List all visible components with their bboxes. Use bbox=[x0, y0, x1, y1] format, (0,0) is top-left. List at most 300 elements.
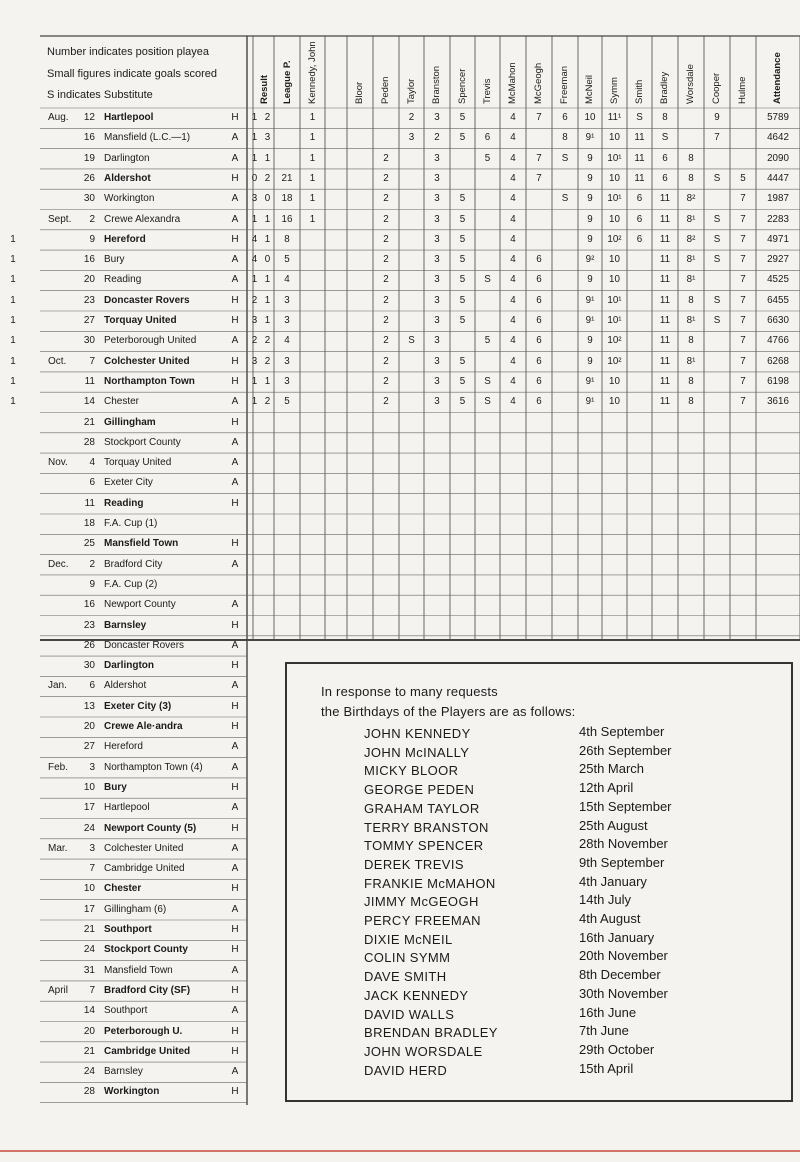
fixture-opponent: Bradford City (SF) bbox=[104, 984, 191, 996]
birthday-date: 26th September bbox=[579, 742, 672, 758]
birthday-player-name: JACK KENNEDY bbox=[364, 987, 469, 1003]
column-header: Taylor bbox=[405, 78, 417, 104]
player-cell: 8 bbox=[688, 335, 694, 347]
player-cell: S bbox=[484, 375, 491, 387]
player-cell: 5 bbox=[459, 132, 466, 144]
player-cell: 2 bbox=[383, 274, 389, 286]
column-header: Worsdale bbox=[685, 64, 696, 104]
result-home-score: 1 bbox=[251, 132, 258, 144]
fixture-venue: A bbox=[231, 193, 239, 205]
player-cell: 6 bbox=[636, 193, 643, 205]
player-cell: 11 bbox=[659, 294, 671, 306]
fixture-opponent: Exeter City (3) bbox=[104, 700, 172, 712]
birthdays-intro-line-2: the Birthdays of the Players are as follows: bbox=[321, 704, 576, 719]
player-cell: 11 bbox=[659, 355, 671, 367]
result-away-score: 3 bbox=[264, 132, 271, 144]
fixture-day: 11 bbox=[84, 497, 95, 509]
fixture-venue: A bbox=[231, 335, 239, 347]
player-cell: 3 bbox=[434, 396, 440, 408]
player-cell: 3 bbox=[408, 132, 415, 144]
player-cell: 3 bbox=[434, 112, 440, 123]
player-cell: 11 bbox=[659, 274, 671, 286]
attendance-value: 5789 bbox=[767, 112, 789, 123]
player-cell: 5 bbox=[459, 233, 466, 245]
fixture-opponent: Aldershot bbox=[104, 680, 147, 692]
attendance-value: 2283 bbox=[767, 213, 789, 225]
result-home-score: 0 bbox=[251, 172, 258, 184]
player-cell: S bbox=[408, 335, 415, 347]
birthdays-box bbox=[285, 662, 793, 1102]
fixture-venue: H bbox=[231, 375, 239, 387]
column-header: Smith bbox=[633, 79, 645, 104]
fixture-day: 7 bbox=[89, 984, 95, 996]
column-header: Attendance bbox=[772, 52, 783, 104]
fixture-venue: H bbox=[231, 984, 239, 996]
fixture-day: 25 bbox=[83, 538, 95, 550]
player-cell: 6 bbox=[536, 375, 542, 387]
fixture-opponent: Northampton Town bbox=[104, 375, 195, 387]
player-cell: 8¹ bbox=[686, 254, 696, 266]
player-cell: 6 bbox=[536, 315, 542, 326]
result-away-score: 1 bbox=[264, 375, 271, 387]
player-cell: 1 bbox=[10, 375, 16, 387]
player-cell: 10¹ bbox=[607, 315, 622, 326]
player-cell: 9 bbox=[587, 274, 593, 286]
fixture-opponent: Chester bbox=[104, 883, 142, 895]
fixture-opponent: Reading bbox=[104, 274, 142, 286]
fixture-day: 21 bbox=[83, 924, 95, 935]
fixture-day: 23 bbox=[83, 619, 95, 631]
player-cell: 9 bbox=[587, 355, 593, 367]
player-cell: 2 bbox=[383, 193, 389, 205]
player-cell: 4 bbox=[510, 375, 516, 387]
fixture-venue: H bbox=[231, 233, 239, 245]
column-header: League P. bbox=[282, 60, 293, 104]
fixture-venue: A bbox=[231, 558, 239, 570]
bottom-edge-mark bbox=[0, 1150, 800, 1152]
legend-line-2: Small figures indicate goals scored bbox=[47, 68, 217, 80]
player-cell: 5 bbox=[459, 375, 466, 387]
player-cell: 4 bbox=[510, 152, 516, 164]
fixture-day: 12 bbox=[83, 112, 95, 123]
player-cell: S bbox=[484, 396, 491, 408]
player-cell: 4 bbox=[510, 294, 516, 306]
league-position: 18 bbox=[281, 193, 293, 205]
fixture-venue: A bbox=[231, 477, 239, 489]
player-cell: 9¹ bbox=[585, 315, 595, 326]
birthday-date: 15th September bbox=[579, 798, 672, 814]
player-cell: 2 bbox=[408, 112, 415, 123]
fixture-opponent: Cambridge United bbox=[104, 863, 185, 875]
player-cell: 2 bbox=[383, 375, 389, 387]
player-cell: 6 bbox=[536, 294, 542, 306]
column-header: Kennedy, John bbox=[306, 41, 318, 104]
player-cell: 11 bbox=[659, 335, 671, 347]
column-header: Trevis bbox=[481, 78, 493, 104]
fixture-venue: A bbox=[231, 761, 239, 773]
fixture-venue: A bbox=[231, 152, 239, 164]
player-cell: 10 bbox=[584, 112, 596, 123]
result-home-score: 2 bbox=[251, 294, 258, 306]
birthday-player-name: GEORGE PEDEN bbox=[364, 782, 475, 798]
player-cell: 8 bbox=[688, 152, 694, 164]
player-cell: 11 bbox=[659, 233, 671, 245]
result-home-score: 1 bbox=[251, 152, 258, 164]
league-position: 21 bbox=[281, 172, 293, 184]
player-cell: 5 bbox=[459, 315, 466, 326]
result-home-score: 2 bbox=[251, 335, 258, 347]
fixture-day: 10 bbox=[83, 883, 95, 895]
birthday-player-name: BRENDAN BRADLEY bbox=[364, 1025, 498, 1041]
fixture-day: 30 bbox=[83, 193, 95, 205]
player-cell: 10¹ bbox=[607, 193, 622, 205]
fixture-day: 4 bbox=[89, 457, 95, 469]
player-cell: 5 bbox=[459, 193, 466, 205]
fixture-venue: A bbox=[231, 274, 239, 286]
birthday-date: 16th January bbox=[579, 929, 655, 945]
fixture-month: Feb. bbox=[48, 761, 69, 773]
fixture-day: 18 bbox=[83, 518, 95, 529]
player-cell: 5 bbox=[459, 355, 466, 367]
fixture-opponent: Northampton Town (4) bbox=[104, 761, 203, 773]
fixture-day: 6 bbox=[89, 680, 95, 692]
birthdays-intro-line-1: In response to many requests bbox=[321, 684, 498, 699]
league-position: 3 bbox=[284, 315, 290, 326]
league-position: 8 bbox=[284, 233, 290, 245]
player-cell: 8¹ bbox=[686, 315, 696, 326]
player-cell: 10¹ bbox=[607, 152, 622, 164]
player-cell: 1 bbox=[309, 112, 316, 123]
attendance-value: 4971 bbox=[767, 233, 789, 245]
fixture-day: 13 bbox=[83, 700, 95, 712]
result-away-score: 1 bbox=[264, 315, 271, 326]
fixture-day: 26 bbox=[83, 172, 95, 184]
player-cell: 6 bbox=[562, 112, 568, 123]
column-header: Result bbox=[259, 74, 270, 104]
fixture-opponent: Hereford bbox=[104, 741, 143, 753]
player-cell: 10¹ bbox=[607, 294, 622, 306]
player-cell: 8 bbox=[688, 396, 694, 408]
fixture-opponent: Workington bbox=[104, 1086, 160, 1098]
birthday-player-name: DAVID WALLS bbox=[364, 1006, 455, 1022]
fixture-opponent: Barnsley bbox=[104, 619, 147, 631]
fixture-venue: H bbox=[231, 1086, 239, 1098]
player-cell: 3 bbox=[434, 315, 440, 326]
player-cell: S bbox=[713, 213, 721, 225]
player-cell: 6 bbox=[484, 132, 491, 144]
player-cell: 9¹ bbox=[585, 396, 595, 408]
player-cell: 2 bbox=[383, 152, 389, 164]
result-home-score: 1 bbox=[251, 396, 258, 408]
player-cell: 3 bbox=[434, 213, 440, 225]
player-cell: 11 bbox=[659, 193, 671, 205]
fixture-opponent: Colchester United bbox=[104, 355, 190, 367]
birthday-date: 12th April bbox=[579, 780, 634, 796]
player-cell: 2 bbox=[383, 315, 389, 326]
birthday-date: 8th December bbox=[579, 967, 661, 983]
fixture-day: 3 bbox=[89, 761, 95, 773]
player-cell: 3 bbox=[434, 355, 440, 367]
player-cell: 8 bbox=[688, 172, 694, 184]
fixture-opponent: Hartlepool bbox=[104, 802, 150, 814]
player-cell: 3 bbox=[434, 152, 440, 164]
birthday-date: 15th April bbox=[579, 1060, 634, 1076]
birthday-date: 29th October bbox=[579, 1041, 655, 1057]
player-cell: 3 bbox=[434, 375, 440, 387]
fixture-opponent: Mansfield Town bbox=[104, 538, 179, 550]
fixture-day: 19 bbox=[83, 152, 95, 164]
result-away-score: 2 bbox=[264, 112, 271, 123]
fixture-day: 24 bbox=[83, 1066, 95, 1078]
fixture-day: 24 bbox=[83, 822, 95, 834]
player-cell: 9 bbox=[714, 112, 720, 123]
birthday-player-name: JIMMY McGEOGH bbox=[364, 894, 479, 910]
fixture-day: 3 bbox=[89, 842, 95, 854]
fixture-opponent: Peterborough U. bbox=[104, 1025, 183, 1037]
player-cell: 6 bbox=[662, 152, 668, 164]
birthday-player-name: JOHN WORSDALE bbox=[364, 1043, 483, 1059]
player-cell: 7 bbox=[740, 274, 746, 286]
fixture-venue: A bbox=[231, 802, 239, 814]
birthday-date: 14th July bbox=[579, 892, 632, 908]
fixture-month: Dec. bbox=[48, 558, 69, 570]
player-cell: 5 bbox=[459, 254, 466, 266]
player-cell: 9 bbox=[587, 335, 593, 347]
fixture-opponent: F.A. Cup (1) bbox=[104, 518, 158, 529]
fixture-opponent: Reading bbox=[104, 497, 144, 509]
fixture-day: 2 bbox=[89, 558, 95, 570]
fixture-opponent: Exeter City bbox=[104, 477, 153, 489]
fixture-day: 20 bbox=[83, 274, 95, 286]
player-cell: 9 bbox=[587, 152, 593, 164]
birthday-player-name: JOHN McINALLY bbox=[364, 744, 470, 760]
fixture-venue: H bbox=[231, 619, 239, 631]
birthday-player-name: GRAHAM TAYLOR bbox=[364, 800, 480, 816]
column-header: McMahon bbox=[507, 62, 518, 104]
fixture-venue: A bbox=[231, 396, 239, 408]
player-cell: 1 bbox=[309, 172, 316, 184]
player-cell: 1 bbox=[10, 233, 16, 245]
player-cell: S bbox=[661, 132, 669, 144]
player-cell: 4 bbox=[510, 254, 516, 266]
fixture-venue: H bbox=[231, 924, 239, 935]
birthday-date: 28th November bbox=[579, 836, 668, 852]
fixture-venue: H bbox=[231, 1045, 239, 1057]
player-cell: 9¹ bbox=[585, 294, 595, 306]
fixture-venue: H bbox=[231, 315, 239, 326]
player-cell: 2 bbox=[383, 335, 389, 347]
column-header: Hulme bbox=[737, 76, 748, 104]
player-cell: 7 bbox=[740, 335, 746, 347]
player-cell: 8¹ bbox=[686, 213, 696, 225]
player-cell: 9 bbox=[587, 172, 593, 184]
player-cell: 3 bbox=[434, 254, 440, 266]
player-cell: 4 bbox=[510, 335, 516, 347]
fixture-day: 16 bbox=[83, 254, 95, 266]
fixture-venue: H bbox=[231, 1025, 239, 1037]
result-home-score: 1 bbox=[251, 213, 258, 225]
player-cell: 7 bbox=[536, 172, 542, 184]
result-home-score: 1 bbox=[251, 274, 258, 286]
player-cell: 7 bbox=[740, 355, 746, 367]
player-cell: 7 bbox=[536, 112, 542, 123]
player-cell: 7 bbox=[740, 233, 746, 245]
birthday-date: 30th November bbox=[579, 985, 668, 1001]
player-cell: 10 bbox=[609, 396, 620, 408]
player-cell: 4 bbox=[510, 213, 516, 225]
fixture-day: 11 bbox=[84, 375, 95, 387]
fixture-day: 30 bbox=[83, 335, 95, 347]
player-cell: 10 bbox=[609, 172, 620, 184]
fixture-day: 31 bbox=[83, 964, 95, 976]
fixture-day: 9 bbox=[89, 233, 95, 245]
birthday-date: 4th September bbox=[579, 724, 665, 739]
fixture-month: Mar. bbox=[48, 842, 68, 854]
result-away-score: 0 bbox=[264, 254, 271, 266]
fixture-day: 21 bbox=[83, 1045, 95, 1057]
result-home-score: 1 bbox=[251, 375, 258, 387]
player-cell: 5 bbox=[459, 396, 466, 408]
fixture-day: 2 bbox=[89, 213, 95, 225]
player-cell: 3 bbox=[434, 335, 440, 347]
player-cell: 5 bbox=[459, 274, 466, 286]
player-cell: 10² bbox=[607, 233, 622, 245]
player-cell: 6 bbox=[536, 254, 542, 266]
fixture-venue: A bbox=[231, 1005, 239, 1017]
birthday-player-name: DAVE SMITH bbox=[364, 969, 447, 985]
result-away-score: 2 bbox=[264, 335, 271, 347]
column-header: Bloor bbox=[354, 81, 365, 104]
fixture-opponent: Workington bbox=[104, 193, 155, 205]
fixture-month: Jan. bbox=[48, 680, 67, 692]
legend-line-3: S indicates Substitute bbox=[47, 89, 153, 101]
player-cell: 1 bbox=[309, 193, 316, 205]
player-cell: 7 bbox=[740, 254, 746, 266]
birthday-player-name: TERRY BRANSTON bbox=[364, 819, 489, 835]
birthday-date: 20th November bbox=[579, 948, 668, 964]
player-cell: 6 bbox=[636, 233, 643, 245]
result-away-score: 2 bbox=[264, 172, 271, 184]
player-cell: S bbox=[713, 172, 721, 184]
player-cell: 5 bbox=[459, 294, 466, 306]
fixture-day: 16 bbox=[83, 599, 95, 611]
player-cell: 8² bbox=[686, 233, 696, 245]
fixture-venue: A bbox=[231, 599, 239, 611]
player-cell: 10² bbox=[607, 335, 622, 347]
result-away-score: 1 bbox=[264, 294, 271, 306]
fixture-venue: A bbox=[231, 842, 239, 854]
fixture-opponent: Gillingham (6) bbox=[104, 903, 167, 915]
player-cell: 1 bbox=[10, 396, 16, 408]
player-cell: 5 bbox=[484, 152, 491, 164]
player-cell: 8 bbox=[662, 112, 668, 123]
fixture-opponent: F.A. Cup (2) bbox=[104, 578, 158, 590]
column-header: Cooper bbox=[711, 72, 722, 104]
fixture-opponent: Doncaster Rovers bbox=[104, 639, 185, 651]
player-cell: 11 bbox=[659, 213, 671, 225]
birthday-player-name: JOHN KENNEDY bbox=[364, 726, 471, 741]
fixture-day: 14 bbox=[83, 1005, 95, 1017]
birthday-date: 25th August bbox=[579, 817, 648, 833]
player-cell: 6 bbox=[536, 355, 542, 367]
fixture-opponent: Mansfield (L.C.—1) bbox=[104, 132, 191, 144]
league-position: 16 bbox=[281, 213, 293, 225]
fixture-month: Aug. bbox=[48, 112, 69, 123]
fixture-day: 23 bbox=[83, 294, 95, 306]
fixture-opponent: Darlington bbox=[104, 152, 150, 164]
fixture-opponent: Chester bbox=[104, 396, 140, 408]
player-cell: 7 bbox=[740, 193, 746, 205]
fixture-opponent: Stockport County bbox=[104, 436, 181, 448]
player-cell: 6 bbox=[636, 213, 643, 225]
player-cell: 9 bbox=[587, 193, 593, 205]
result-home-score: 3 bbox=[251, 355, 258, 367]
attendance-value: 4525 bbox=[767, 274, 789, 286]
fixture-opponent: Newport County bbox=[104, 599, 176, 611]
fixture-day: 6 bbox=[89, 477, 95, 489]
player-cell: 10 bbox=[609, 132, 620, 144]
result-home-score: 3 bbox=[251, 193, 258, 205]
player-cell: S bbox=[561, 193, 569, 205]
player-cell: 4 bbox=[510, 396, 516, 408]
player-cell: 6 bbox=[662, 172, 668, 184]
fixture-month: April bbox=[48, 984, 69, 996]
attendance-value: 4766 bbox=[767, 335, 789, 347]
fixture-venue: H bbox=[231, 822, 239, 834]
player-cell: 2 bbox=[383, 396, 389, 408]
result-away-score: 2 bbox=[264, 355, 271, 367]
result-home-score: 1 bbox=[251, 112, 258, 123]
fixture-month: Oct. bbox=[48, 355, 67, 367]
fixture-day: 21 bbox=[83, 416, 95, 428]
birthday-player-name: COLIN SYMM bbox=[364, 950, 451, 966]
player-cell: 11 bbox=[634, 152, 645, 164]
player-cell: 8 bbox=[562, 132, 568, 144]
birthday-date: 9th September bbox=[579, 854, 665, 870]
player-cell: 9¹ bbox=[585, 132, 595, 144]
fixture-venue: H bbox=[231, 700, 239, 712]
player-cell: 4 bbox=[510, 355, 516, 367]
fixture-day: 20 bbox=[83, 1025, 95, 1037]
player-cell: 1 bbox=[309, 132, 316, 144]
fixture-day: 27 bbox=[83, 741, 95, 753]
fixture-opponent: Torquay United bbox=[104, 315, 177, 326]
player-cell: 9 bbox=[587, 233, 593, 245]
player-cell: 3 bbox=[434, 294, 440, 306]
fixture-venue: H bbox=[231, 721, 239, 732]
result-home-score: 3 bbox=[251, 315, 258, 326]
fixture-opponent: Hartlepool bbox=[104, 112, 154, 123]
player-cell: 1 bbox=[10, 294, 16, 306]
player-cell: 7 bbox=[536, 152, 542, 164]
result-away-score: 0 bbox=[264, 193, 271, 205]
fixture-opponent: Southport bbox=[104, 1005, 148, 1017]
fixture-venue: A bbox=[231, 680, 239, 692]
birthday-date: 25th March bbox=[579, 761, 645, 777]
player-cell: 7 bbox=[714, 132, 720, 144]
fixture-venue: A bbox=[231, 457, 239, 469]
player-cell: 7 bbox=[740, 213, 746, 225]
player-cell: 6 bbox=[536, 396, 542, 408]
legend-line-1: Number indicates position playea bbox=[47, 46, 210, 58]
league-position: 3 bbox=[284, 294, 290, 306]
player-cell: 3 bbox=[434, 172, 440, 184]
player-cell: 5 bbox=[459, 112, 466, 123]
fixture-day: 17 bbox=[83, 802, 95, 814]
fixture-opponent: Crewe Ale·andra bbox=[104, 721, 183, 732]
player-cell: 11¹ bbox=[607, 112, 622, 123]
column-header: Peden bbox=[380, 76, 391, 104]
